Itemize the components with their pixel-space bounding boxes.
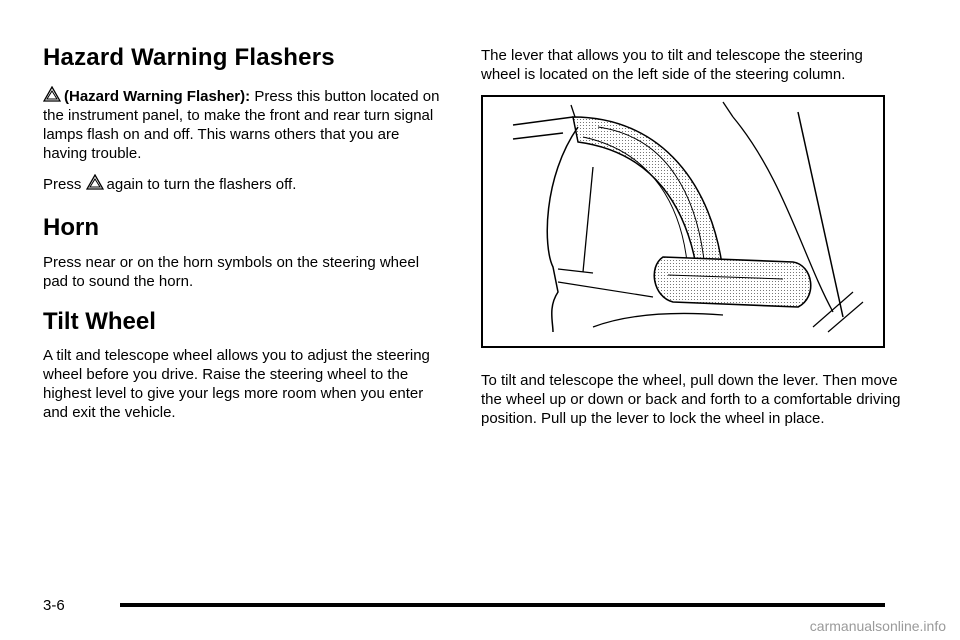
hazard-line1: Press this button <box>254 88 367 105</box>
footer-rule <box>120 603 885 607</box>
hazard-label: (Hazard Warning Flasher): <box>64 88 251 105</box>
page-number: 3-6 <box>43 597 65 614</box>
steering-column-drawing <box>483 97 883 346</box>
tilt-paragraph: A tilt and telescope wheel allows you to adjust the steering wheel before you drive. Raise the steering wheel to the highest level to give your legs more room when you enter and exit the vehicle. <box>43 347 430 421</box>
hazard-press-pre: Press <box>43 176 82 193</box>
hazard-paragraph <box>43 86 443 163</box>
steering-column-illustration <box>481 95 885 348</box>
horn-paragraph: Press near or on the horn symbols on the steering wheel pad to sound the horn. <box>43 254 420 290</box>
section-title-tilt: Tilt Wheel <box>43 308 156 335</box>
hazard-press-paragraph <box>43 174 443 194</box>
hazard-triangle-icon <box>43 86 61 102</box>
section-title-hazard: Hazard Warning Flashers <box>43 44 335 71</box>
watermark-link[interactable]: carmanualsonline.info <box>809 618 946 634</box>
hazard-press-post: again to turn the flashers off. <box>106 176 297 193</box>
lever-instructions-paragraph: To tilt and telescope the wheel, pull down the lever. Then move the wheel up or down or back and forth to a comfortable driving position. Pull up the lever to lock the wheel in place. <box>481 372 901 427</box>
hazard-body: located on the instrument panel, to make the front and rear turn signal lamps flash on and off. This warns others that you are having trouble. <box>43 88 440 162</box>
lever-intro-paragraph: The lever that allows you to tilt and telescope the steering wheel is located on the left side of the steering column. <box>481 47 863 83</box>
hazard-triangle-icon <box>86 174 104 190</box>
section-title-horn: Horn <box>43 214 99 241</box>
